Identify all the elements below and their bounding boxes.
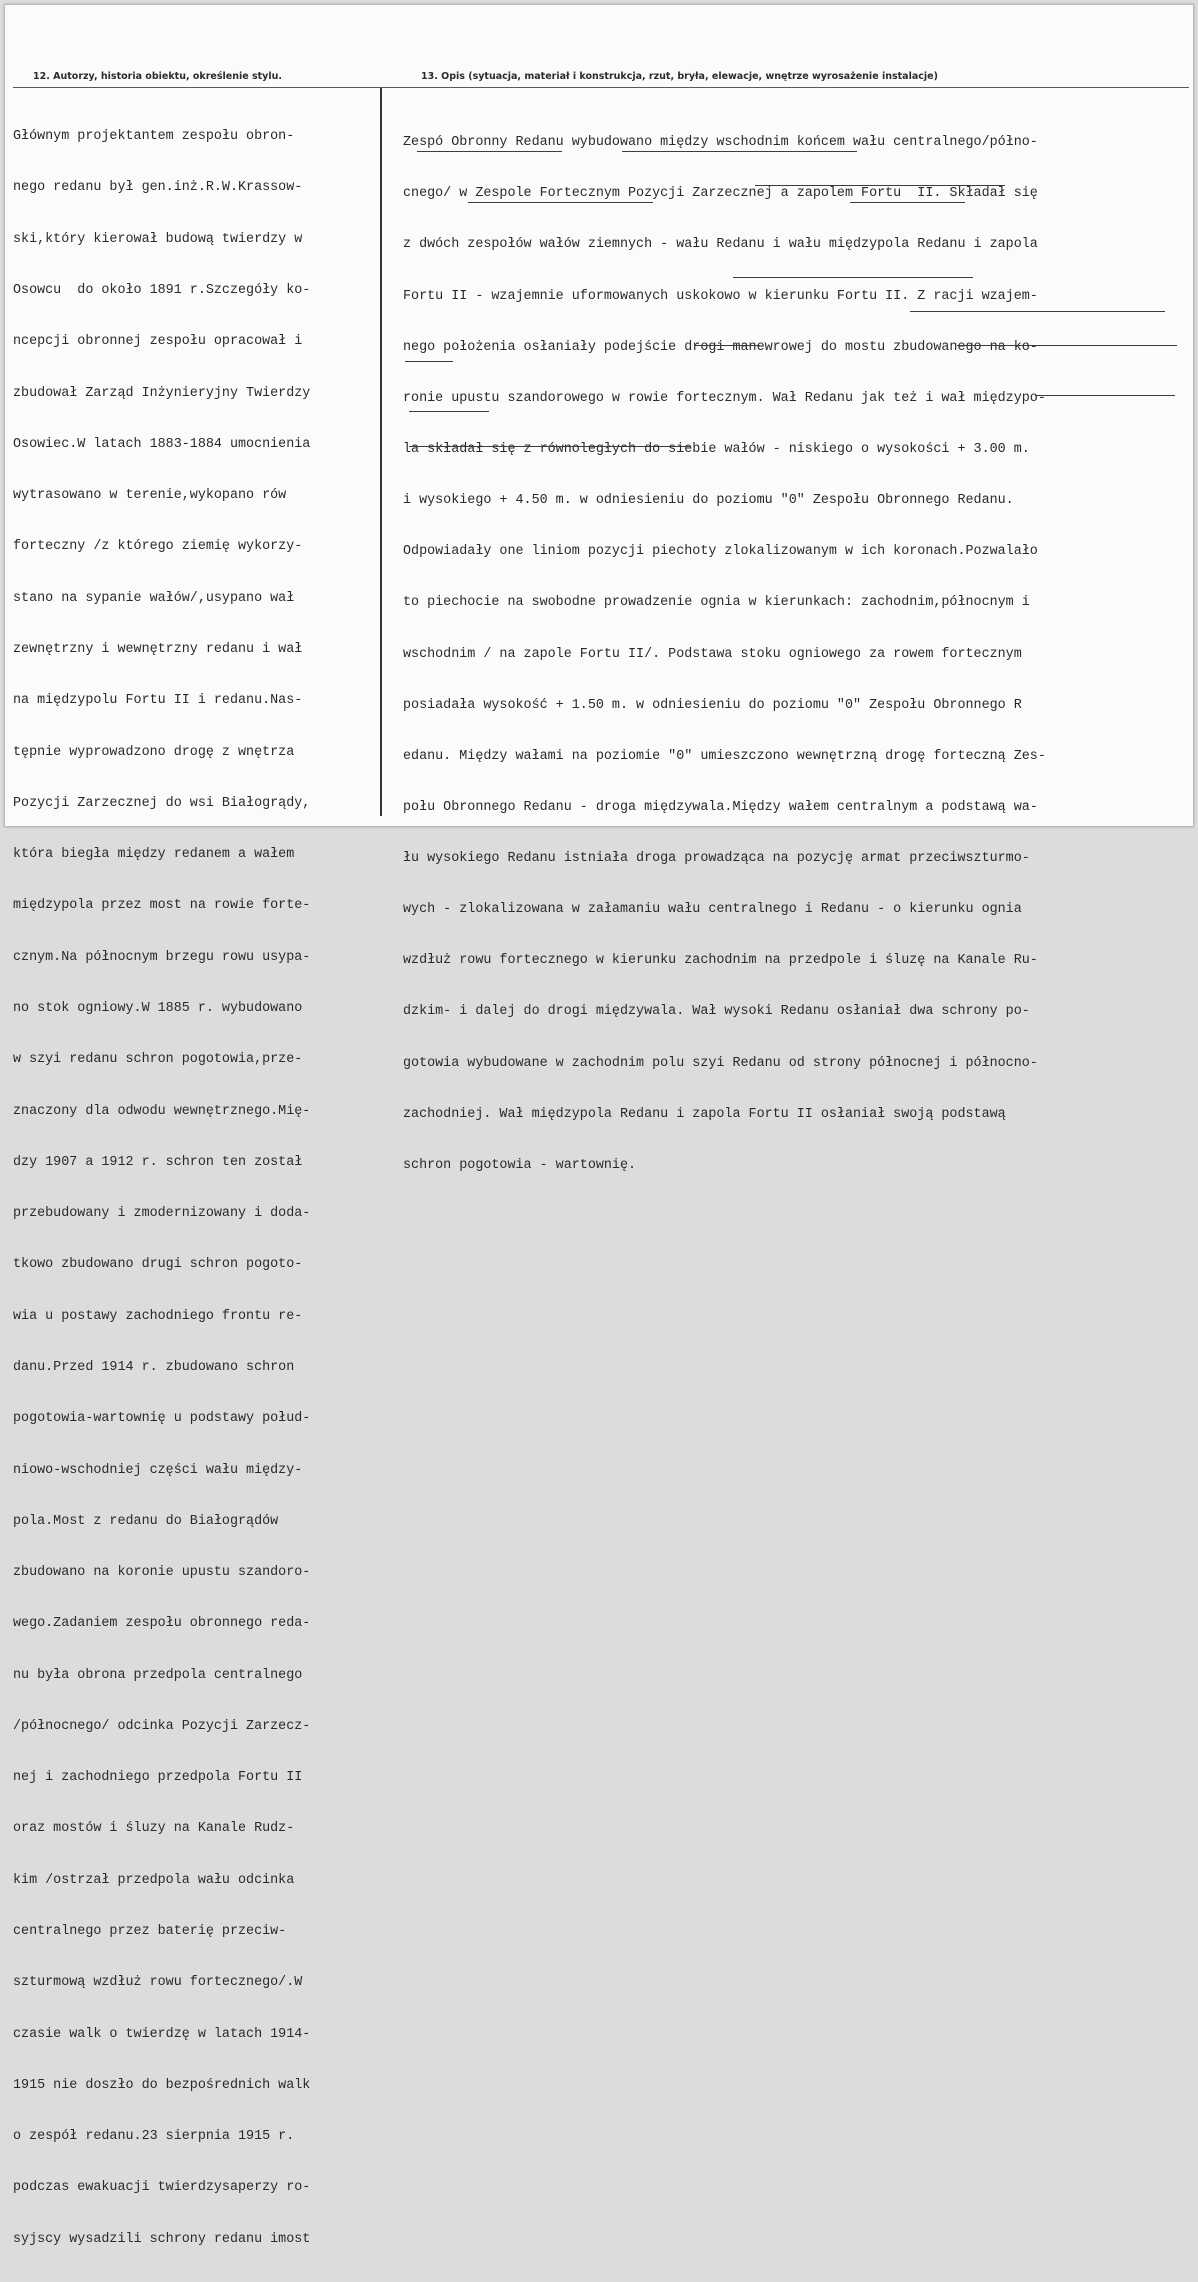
section-13-text <box>403 100 1046 1208</box>
text-line: czasie walk o twierdzę w latach 1914- <box>13 2026 311 2042</box>
text-line: Osowiec.W latach 1883-1884 umocnienia <box>13 436 311 452</box>
text-line: centralnego przez baterię przeciw- <box>13 1924 287 1940</box>
text-line: wschodnim / na zapole Fortu II/. Podstawa stoku ogniowego za rowem fortecznym <box>403 646 1022 662</box>
text-line: zbudował Zarząd Inżynieryjny Twierdzy <box>13 385 311 401</box>
text-line: edanu. Między wałami na poziomie "0" umieszczono wewnętrzną drogę forteczną Zes- <box>403 748 1046 764</box>
section-13-heading: 13. Opis (sytuacja, materiał i konstrukcja, rzut, bryła, elewacje, wnętrze wyrosażenie instalacje) <box>421 71 938 82</box>
underline-mark <box>417 151 562 152</box>
text-line: w szyi redanu schron pogotowia,prze- <box>13 1052 303 1068</box>
text-line: nu była obrona przedpola centralnego <box>13 1667 303 1683</box>
text-line: no stok ogniowy.W 1885 r. wybudowano <box>13 1000 303 1016</box>
text-line: forteczny /z którego ziemię wykorzy- <box>13 539 303 555</box>
text-line: Odpowiadały one liniom pozycji piechoty zlokalizowanym w ich koronach.Pozwalało <box>403 544 1038 560</box>
underline-mark <box>910 311 1165 312</box>
text-line: la składał się z równoległych do siebie wałów - niskiego o wysokości + 3.00 m. <box>403 441 1030 457</box>
text-line: na międzypolu Fortu II i redanu.Nas- <box>13 693 303 709</box>
text-line: syjscy wysadzili schrony redanu imost <box>13 2231 311 2247</box>
text-line: szturmową wzdłuż rowu fortecznego/.W <box>13 1975 303 1991</box>
underline-mark <box>755 185 1005 186</box>
underline-mark <box>468 202 653 203</box>
text-line: 1915 nie doszło do bezpośrednich walk <box>13 2077 311 2093</box>
text-line: posiadała wysokość + 1.50 m. w odniesieniu do poziomu "0" Zespołu Obronnego R <box>403 697 1022 713</box>
text-line: zachodniej. Wał międzypola Redanu i zapola Fortu II osłaniał swoją podstawą <box>403 1106 1006 1122</box>
text-line: zewnętrzny i wewnętrzny redanu i wał <box>13 642 303 657</box>
underline-mark <box>405 361 453 362</box>
text-line: dzkim- i dalej do drogi międzywala. Wał wysoki Redanu osłaniał dwa schrony po- <box>403 1004 1030 1020</box>
column-divider <box>380 88 382 816</box>
text-line: wych - zlokalizowana w załamaniu wału centralnego i Redanu - o kierunku ognia <box>403 902 1022 918</box>
text-line: Osowcu do około 1891 r.Szczegóły ko- <box>13 283 311 299</box>
text-line: i wysokiego + 4.50 m. w odniesieniu do poziomu "0" Zespołu Obronnego Redanu. <box>403 493 1014 509</box>
text-line: ncepcji obronnej zespołu opracował i <box>13 334 303 350</box>
text-line: Pozycji Zarzecznej do wsi Białogrądy, <box>13 795 311 811</box>
text-line: podczas ewakuacji twierdzysaperzy ro- <box>13 2180 311 2196</box>
text-line: zbudowano na koronie upustu szandoro- <box>13 1565 311 1581</box>
text-line: łu wysokiego Redanu istniała droga prowadząca na pozycję armat przeciwszturmo- <box>403 851 1030 867</box>
underline-mark <box>1035 395 1175 396</box>
text-line: cnego/ w Zespole Fortecznym Pozycji Zarzecznej a zapolem Fortu II. Składał się <box>403 186 1038 202</box>
text-line: wytrasowano w terenie,wykopano rów <box>13 488 287 504</box>
text-line: kim /ostrzał przedpola wału odcinka <box>13 1872 295 1888</box>
underline-mark <box>733 277 973 278</box>
text-line: Zespó Obronny Redanu wybudowano między wschodnim końcem wału centralnego/półno- <box>403 135 1038 151</box>
underline-mark <box>622 151 857 152</box>
text-line: nego redanu był gen.inż.R.W.Krassow- <box>13 180 303 196</box>
header-rule <box>13 87 1189 88</box>
document-card <box>4 4 1194 2247</box>
text-line: Fortu II - wzajemnie uformowanych uskokowo w kierunku Fortu II. Z racji wzajem- <box>403 288 1038 304</box>
underline-mark <box>850 202 965 203</box>
text-line: przebudowany i zmodernizowany i doda- <box>13 1206 311 1222</box>
text-line: cznym.Na północnym brzegu rowu usypa- <box>13 949 311 965</box>
text-line: która biegła między redanem a wałem <box>13 847 295 863</box>
text-line: stano na sypanie wałów/,usypano wał <box>13 590 295 606</box>
text-line: międzypola przez most na rowie forte- <box>13 898 311 914</box>
section-12-text <box>13 94 310 2282</box>
text-line: nej i zachodniego przedpola Fortu II <box>13 1770 303 1786</box>
text-line: oraz mostów i śluzy na Kanale Rudz- <box>13 1821 295 1837</box>
text-line: /północnego/ odcinka Pozycji Zarzecz- <box>13 1718 311 1734</box>
text-line: danu.Przed 1914 r. zbudowano schron <box>13 1359 295 1375</box>
underline-mark <box>409 446 691 447</box>
text-line: wego.Zadaniem zespołu obronnego reda- <box>13 1616 311 1632</box>
underline-mark <box>695 345 760 346</box>
section-12-heading: 12. Autorzy, historia obiektu, określenie stylu. <box>33 71 282 82</box>
text-line: ronie upustu szandorowego w rowie fortecznym. Wał Redanu jak też i wał międzypo- <box>403 390 1046 406</box>
text-line: niowo-wschodniej części wału między- <box>13 1462 303 1478</box>
text-line: znaczony dla odwodu wewnętrznego.Mię- <box>13 1103 311 1119</box>
text-line: o zespół redanu.23 sierpnia 1915 r. <box>13 2129 295 2145</box>
text-line: z dwóch zespołów wałów ziemnych - wału Redanu i wału międzypola Redanu i zapola <box>403 237 1038 253</box>
text-line: schron pogotowia - wartownię. <box>403 1157 637 1173</box>
text-line: ski,który kierował budową twierdzy w <box>13 231 303 247</box>
text-line: to piechocie na swobodne prowadzenie ognia w kierunkach: zachodnim,północnym i <box>403 595 1030 611</box>
text-line: wia u postawy zachodniego frontu re- <box>13 1308 303 1324</box>
text-line: pola.Most z redanu do Białogrądów <box>13 1513 279 1529</box>
underline-mark <box>957 345 1177 346</box>
text-line: Głównym projektantem zespołu obron- <box>13 129 295 145</box>
text-line: nego położenia osłaniały podejście drogi manewrowej do mostu zbudowanego na ko- <box>403 339 1038 355</box>
underline-mark <box>409 411 489 412</box>
text-line: tkowo zbudowano drugi schron pogoto- <box>13 1257 303 1273</box>
text-line: tępnie wyprowadzono drogę z wnętrza <box>13 744 295 760</box>
text-line: dzy 1907 a 1912 r. schron ten został <box>13 1154 303 1170</box>
text-line: gotowia wybudowane w zachodnim polu szyi Redanu od strony północnej i północno- <box>403 1055 1038 1071</box>
text-line: wzdłuż rowu fortecznego w kierunku zachodnim na przedpole i śluzę na Kanale Ru- <box>403 953 1038 969</box>
text-line: połu Obronnego Redanu - droga międzywala.Między wałem centralnym a podstawą wa- <box>403 799 1038 815</box>
text-line: pogotowia-wartownię u podstawy połud- <box>13 1411 311 1427</box>
